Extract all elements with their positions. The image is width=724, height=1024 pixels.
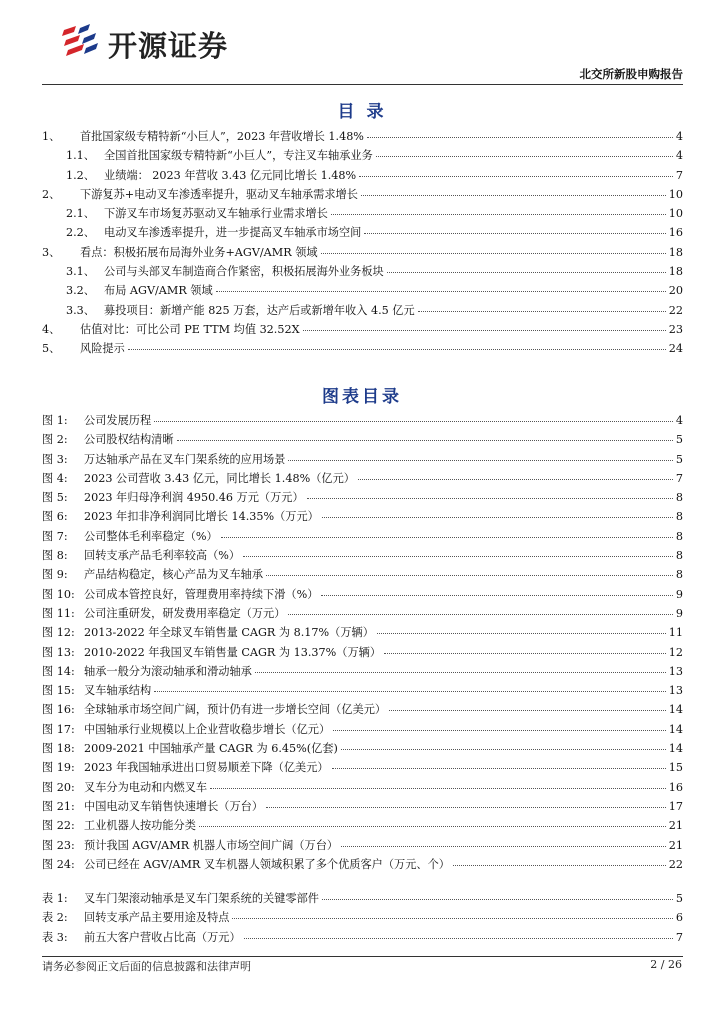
figure-number: 图 23: — [42, 838, 75, 852]
figure-number: 图 4: — [42, 471, 68, 485]
figure-entry[interactable] — [42, 721, 683, 740]
toc-title: 看点：积极拓展布局海外业务+AGV/AMR 领域 — [80, 245, 318, 259]
dot-leader — [177, 440, 673, 441]
figure-number: 图 10: — [42, 587, 75, 601]
toc-title: 募投项目：新增产能 825 万套，达产后或新增年收入 4.5 亿元 — [104, 303, 415, 317]
figure-title: 公司发展历程 — [84, 414, 152, 427]
toc-number: 3.1、 — [66, 265, 95, 279]
figure-title: 叉车分为电动和内燃叉车 — [84, 780, 208, 794]
figure-number: 图 16: — [42, 703, 75, 717]
figure-number: 图 1: — [42, 414, 68, 427]
page-number: 2 / 26 — [650, 958, 682, 971]
toc-page: 10 — [668, 187, 683, 201]
dot-leader — [341, 846, 666, 847]
figure-title: 回转支承产品毛利率较高（%） — [84, 549, 241, 563]
dot-leader — [387, 272, 666, 273]
figure-title: 2023 公司营收 3.43 亿元，同比增长 1.48%（亿元） — [84, 471, 355, 485]
toc-list — [42, 128, 683, 360]
toc-number: 1、 — [42, 130, 61, 143]
dot-leader — [307, 498, 673, 499]
figure-title: 2023 年我国轴承进出口贸易顺差下降（亿美元） — [84, 761, 329, 775]
figure-page: 9 — [675, 587, 683, 601]
figure-title: 中国电动叉车销售快速增长（万台） — [84, 799, 264, 813]
figure-page: 8 — [675, 510, 683, 524]
figure-entry[interactable] — [42, 605, 683, 624]
toc-entry[interactable] — [42, 205, 683, 224]
dot-leader — [128, 349, 666, 350]
table-page: 7 — [675, 930, 683, 944]
figure-entry[interactable] — [42, 682, 683, 701]
dot-leader — [154, 421, 673, 422]
figure-page: 8 — [675, 568, 683, 582]
figure-entry[interactable] — [42, 798, 683, 817]
figure-page: 14 — [668, 722, 683, 736]
table-number: 表 1: — [42, 892, 68, 905]
table-title: 叉车门架滚动轴承是叉车门架系统的关键零部件 — [84, 892, 319, 905]
figure-entry[interactable] — [42, 431, 683, 450]
toc-number: 3.2、 — [66, 284, 95, 298]
toc-title: 首批国家级专精特新“小巨人”，2023 年营收增长 1.48% — [80, 130, 364, 143]
figure-title: 公司整体毛利率稳定（%） — [84, 529, 218, 543]
table-number: 表 2: — [42, 911, 68, 925]
figure-page: 17 — [668, 799, 683, 813]
dot-leader — [384, 653, 666, 654]
dot-leader — [418, 311, 666, 312]
dot-leader — [367, 137, 673, 138]
table-number: 表 3: — [42, 930, 68, 944]
toc-entry[interactable] — [42, 224, 683, 243]
dot-leader — [288, 614, 672, 615]
figure-entry[interactable] — [42, 701, 683, 720]
toc-number: 3.3、 — [66, 303, 95, 317]
figure-entry[interactable] — [42, 412, 683, 431]
figure-title: 全球轴承市场空间广阔，预计仍有进一步增长空间（亿美元） — [84, 703, 387, 717]
figure-entry[interactable] — [42, 470, 683, 489]
toc-entry[interactable] — [42, 263, 683, 282]
toc-entry[interactable] — [42, 147, 683, 166]
figure-page: 13 — [668, 684, 683, 698]
dot-leader — [333, 730, 666, 731]
figure-number: 图 11: — [42, 606, 75, 620]
figure-entry[interactable] — [42, 740, 683, 759]
figure-entry[interactable] — [42, 817, 683, 836]
figure-page: 14 — [668, 742, 683, 756]
dot-leader — [376, 156, 673, 157]
figure-number: 图 15: — [42, 684, 75, 698]
table-title: 前五大客户营收占比高（万元） — [84, 930, 241, 944]
figure-entry[interactable] — [42, 759, 683, 778]
toc-entry[interactable] — [42, 186, 683, 205]
toc-page: 22 — [668, 303, 683, 317]
figure-number: 图 19: — [42, 761, 75, 775]
toc-number: 1.2、 — [66, 168, 95, 182]
figure-list — [42, 412, 683, 875]
figure-page: 7 — [675, 471, 683, 485]
table-page: 5 — [675, 892, 683, 905]
figure-page: 13 — [668, 664, 683, 678]
figure-page: 22 — [668, 857, 683, 871]
figure-number: 图 14: — [42, 664, 75, 678]
figure-page: 14 — [668, 703, 683, 717]
figure-title: 产品结构稳定，核心产品为叉车轴承 — [84, 568, 264, 582]
brand-name: 开源证券 — [108, 29, 229, 63]
toc-title: 风险提示 — [80, 342, 125, 356]
figure-page: 12 — [668, 645, 683, 659]
dot-leader — [322, 517, 673, 518]
figure-number: 图 21: — [42, 799, 75, 813]
toc-entry[interactable] — [42, 282, 683, 301]
footer-divider — [42, 956, 683, 957]
dot-leader — [154, 691, 666, 692]
toc-page: 18 — [668, 265, 683, 279]
figure-page: 4 — [675, 414, 683, 427]
figure-entry[interactable] — [42, 451, 683, 470]
figure-page: 5 — [675, 433, 683, 447]
dot-leader — [288, 460, 672, 461]
figure-entry[interactable] — [42, 508, 683, 527]
toc-entry[interactable] — [42, 321, 683, 340]
dot-leader — [453, 865, 666, 866]
figure-page: 9 — [675, 606, 683, 620]
figure-title: 2023 年扣非净利润同比增长 14.35%（万元） — [84, 510, 319, 524]
toc-page: 7 — [675, 168, 683, 182]
figure-title: 叉车轴承结构 — [84, 684, 152, 698]
dot-leader — [303, 330, 666, 331]
figure-number: 图 6: — [42, 510, 68, 524]
dot-leader — [332, 768, 666, 769]
dot-leader — [243, 556, 673, 557]
dot-leader — [322, 899, 673, 900]
dot-leader — [221, 537, 673, 538]
toc-page: 24 — [668, 342, 683, 356]
dot-leader — [364, 233, 665, 234]
figure-number: 图 9: — [42, 568, 68, 582]
figure-number: 图 13: — [42, 645, 75, 659]
toc-number: 2、 — [42, 187, 61, 201]
dot-leader — [321, 253, 666, 254]
figure-page: 8 — [675, 491, 683, 505]
dot-leader — [210, 788, 666, 789]
figure-page: 11 — [668, 626, 683, 640]
figure-title: 公司注重研发，研发费用率稳定（万元） — [84, 606, 286, 620]
logo-mark-icon — [58, 22, 102, 66]
dot-leader — [321, 595, 672, 596]
toc-title: 下游复苏+电动叉车渗透率提升，驱动叉车轴承需求增长 — [80, 187, 358, 201]
figure-entry[interactable] — [42, 528, 683, 547]
toc-page: 18 — [668, 245, 683, 259]
figure-number: 图 22: — [42, 819, 75, 833]
figure-entry[interactable] — [42, 837, 683, 856]
table-entry[interactable] — [42, 909, 683, 928]
table-title: 回转支承产品主要用途及特点 — [84, 911, 230, 925]
figure-number: 图 24: — [42, 857, 75, 871]
figure-entry[interactable] — [42, 586, 683, 605]
figure-page: 21 — [668, 819, 683, 833]
figure-title: 万达轴承产品在叉车门架系统的应用场景 — [84, 452, 286, 466]
figures-title: 图表目录 — [322, 387, 402, 407]
figure-entry[interactable] — [42, 856, 683, 875]
figure-number: 图 8: — [42, 549, 68, 563]
figure-entry[interactable] — [42, 779, 683, 798]
figure-page: 15 — [668, 761, 683, 775]
header-divider — [42, 84, 683, 85]
company-logo — [58, 20, 288, 68]
figure-page: 16 — [668, 780, 683, 794]
figure-title: 2009-2021 中国轴承产量 CAGR 为 6.45%(亿套) — [84, 742, 338, 756]
table-page: 6 — [675, 911, 683, 925]
table-entry[interactable] — [42, 929, 683, 948]
figure-page: 8 — [675, 529, 683, 543]
figure-title: 2023 年归母净利润 4950.46 万元（万元） — [84, 491, 304, 505]
figure-title: 公司已经在 AGV/AMR 叉车机器人领域积累了多个优质客户（万元、个） — [84, 857, 450, 871]
toc-page: 4 — [675, 149, 683, 163]
figure-number: 图 17: — [42, 722, 75, 736]
dot-leader — [361, 195, 666, 196]
dot-leader — [266, 575, 673, 576]
figure-entry[interactable] — [42, 624, 683, 643]
figure-title: 2013-2022 年全球叉车销售量 CAGR 为 8.17%（万辆） — [84, 626, 374, 640]
figure-number: 图 12: — [42, 626, 75, 640]
report-type: 北交所新股申购报告 — [579, 67, 683, 81]
toc-page: 23 — [668, 322, 683, 336]
dot-leader — [358, 479, 673, 480]
toc-number: 3、 — [42, 245, 61, 259]
toc-title: 下游叉车市场复苏驱动叉车轴承行业需求增长 — [104, 207, 328, 221]
figure-page: 8 — [675, 549, 683, 563]
dot-leader — [232, 918, 672, 919]
dot-leader — [377, 633, 666, 634]
dot-leader — [255, 672, 666, 673]
figure-entry[interactable] — [42, 489, 683, 508]
toc-number: 1.1、 — [66, 149, 95, 163]
figure-title: 中国轴承行业规模以上企业营收稳步增长（亿元） — [84, 722, 331, 736]
figure-page: 21 — [668, 838, 683, 852]
dot-leader — [389, 710, 666, 711]
toc-entry[interactable] — [42, 244, 683, 263]
figure-title: 工业机器人按功能分类 — [84, 819, 196, 833]
toc-number: 2.1、 — [66, 207, 95, 221]
figure-page: 5 — [675, 452, 683, 466]
toc-title: 电动叉车渗透率提升，进一步提高叉车轴承市场空间 — [104, 226, 362, 240]
figure-entry[interactable] — [42, 644, 683, 663]
figure-number: 图 18: — [42, 742, 75, 756]
dot-leader — [266, 807, 666, 808]
toc-entry[interactable] — [42, 128, 683, 147]
toc-page: 20 — [668, 284, 683, 298]
figure-number: 图 5: — [42, 491, 68, 505]
footer-disclaimer: 请务必参阅正文后面的信息披露和法律声明 — [42, 960, 251, 973]
figure-number: 图 20: — [42, 780, 75, 794]
dot-leader — [216, 291, 666, 292]
figure-title: 预计我国 AGV/AMR 机器人市场空间广阔（万台） — [84, 838, 339, 852]
toc-entry[interactable] — [42, 302, 683, 321]
dot-leader — [199, 826, 666, 827]
toc-number: 4、 — [42, 322, 61, 336]
toc-title: 业绩端： 2023 年营收 3.43 亿元同比增长 1.48% — [104, 168, 357, 182]
figure-title: 2010-2022 年我国叉车销售量 CAGR 为 13.37%（万辆） — [84, 645, 382, 659]
figure-title: 公司股权结构清晰 — [84, 433, 174, 447]
toc-number: 5、 — [42, 342, 61, 356]
figure-number: 图 7: — [42, 529, 68, 543]
toc-number: 2.2、 — [66, 226, 95, 240]
toc-page: 10 — [668, 207, 683, 221]
dot-leader — [331, 214, 666, 215]
toc-page: 4 — [675, 130, 683, 143]
table-list — [42, 890, 683, 948]
figure-entry[interactable] — [42, 547, 683, 566]
toc-title: 布局 AGV/AMR 领域 — [104, 284, 213, 298]
figure-number: 图 3: — [42, 452, 68, 466]
toc-title: 估值对比：可比公司 PE TTM 均值 32.52X — [80, 322, 300, 336]
dot-leader — [359, 176, 673, 177]
toc-title: 目 录 — [337, 102, 387, 122]
figure-entry[interactable] — [42, 566, 683, 585]
figure-title: 公司成本管控良好，管理费用率持续下滑（%） — [84, 587, 319, 601]
dot-leader — [244, 938, 673, 939]
toc-title: 公司与头部叉车制造商合作紧密，积极拓展海外业务板块 — [104, 265, 384, 279]
figure-number: 图 2: — [42, 433, 68, 447]
toc-title: 全国首批国家级专精特新“小巨人”，专注叉车轴承业务 — [104, 149, 373, 163]
toc-entry[interactable] — [42, 340, 683, 359]
toc-page: 16 — [668, 226, 683, 240]
dot-leader — [341, 749, 666, 750]
toc-entry[interactable] — [42, 167, 683, 186]
figure-title: 轴承一般分为滚动轴承和滑动轴承 — [84, 664, 252, 678]
table-entry[interactable] — [42, 890, 683, 909]
figure-entry[interactable] — [42, 663, 683, 682]
